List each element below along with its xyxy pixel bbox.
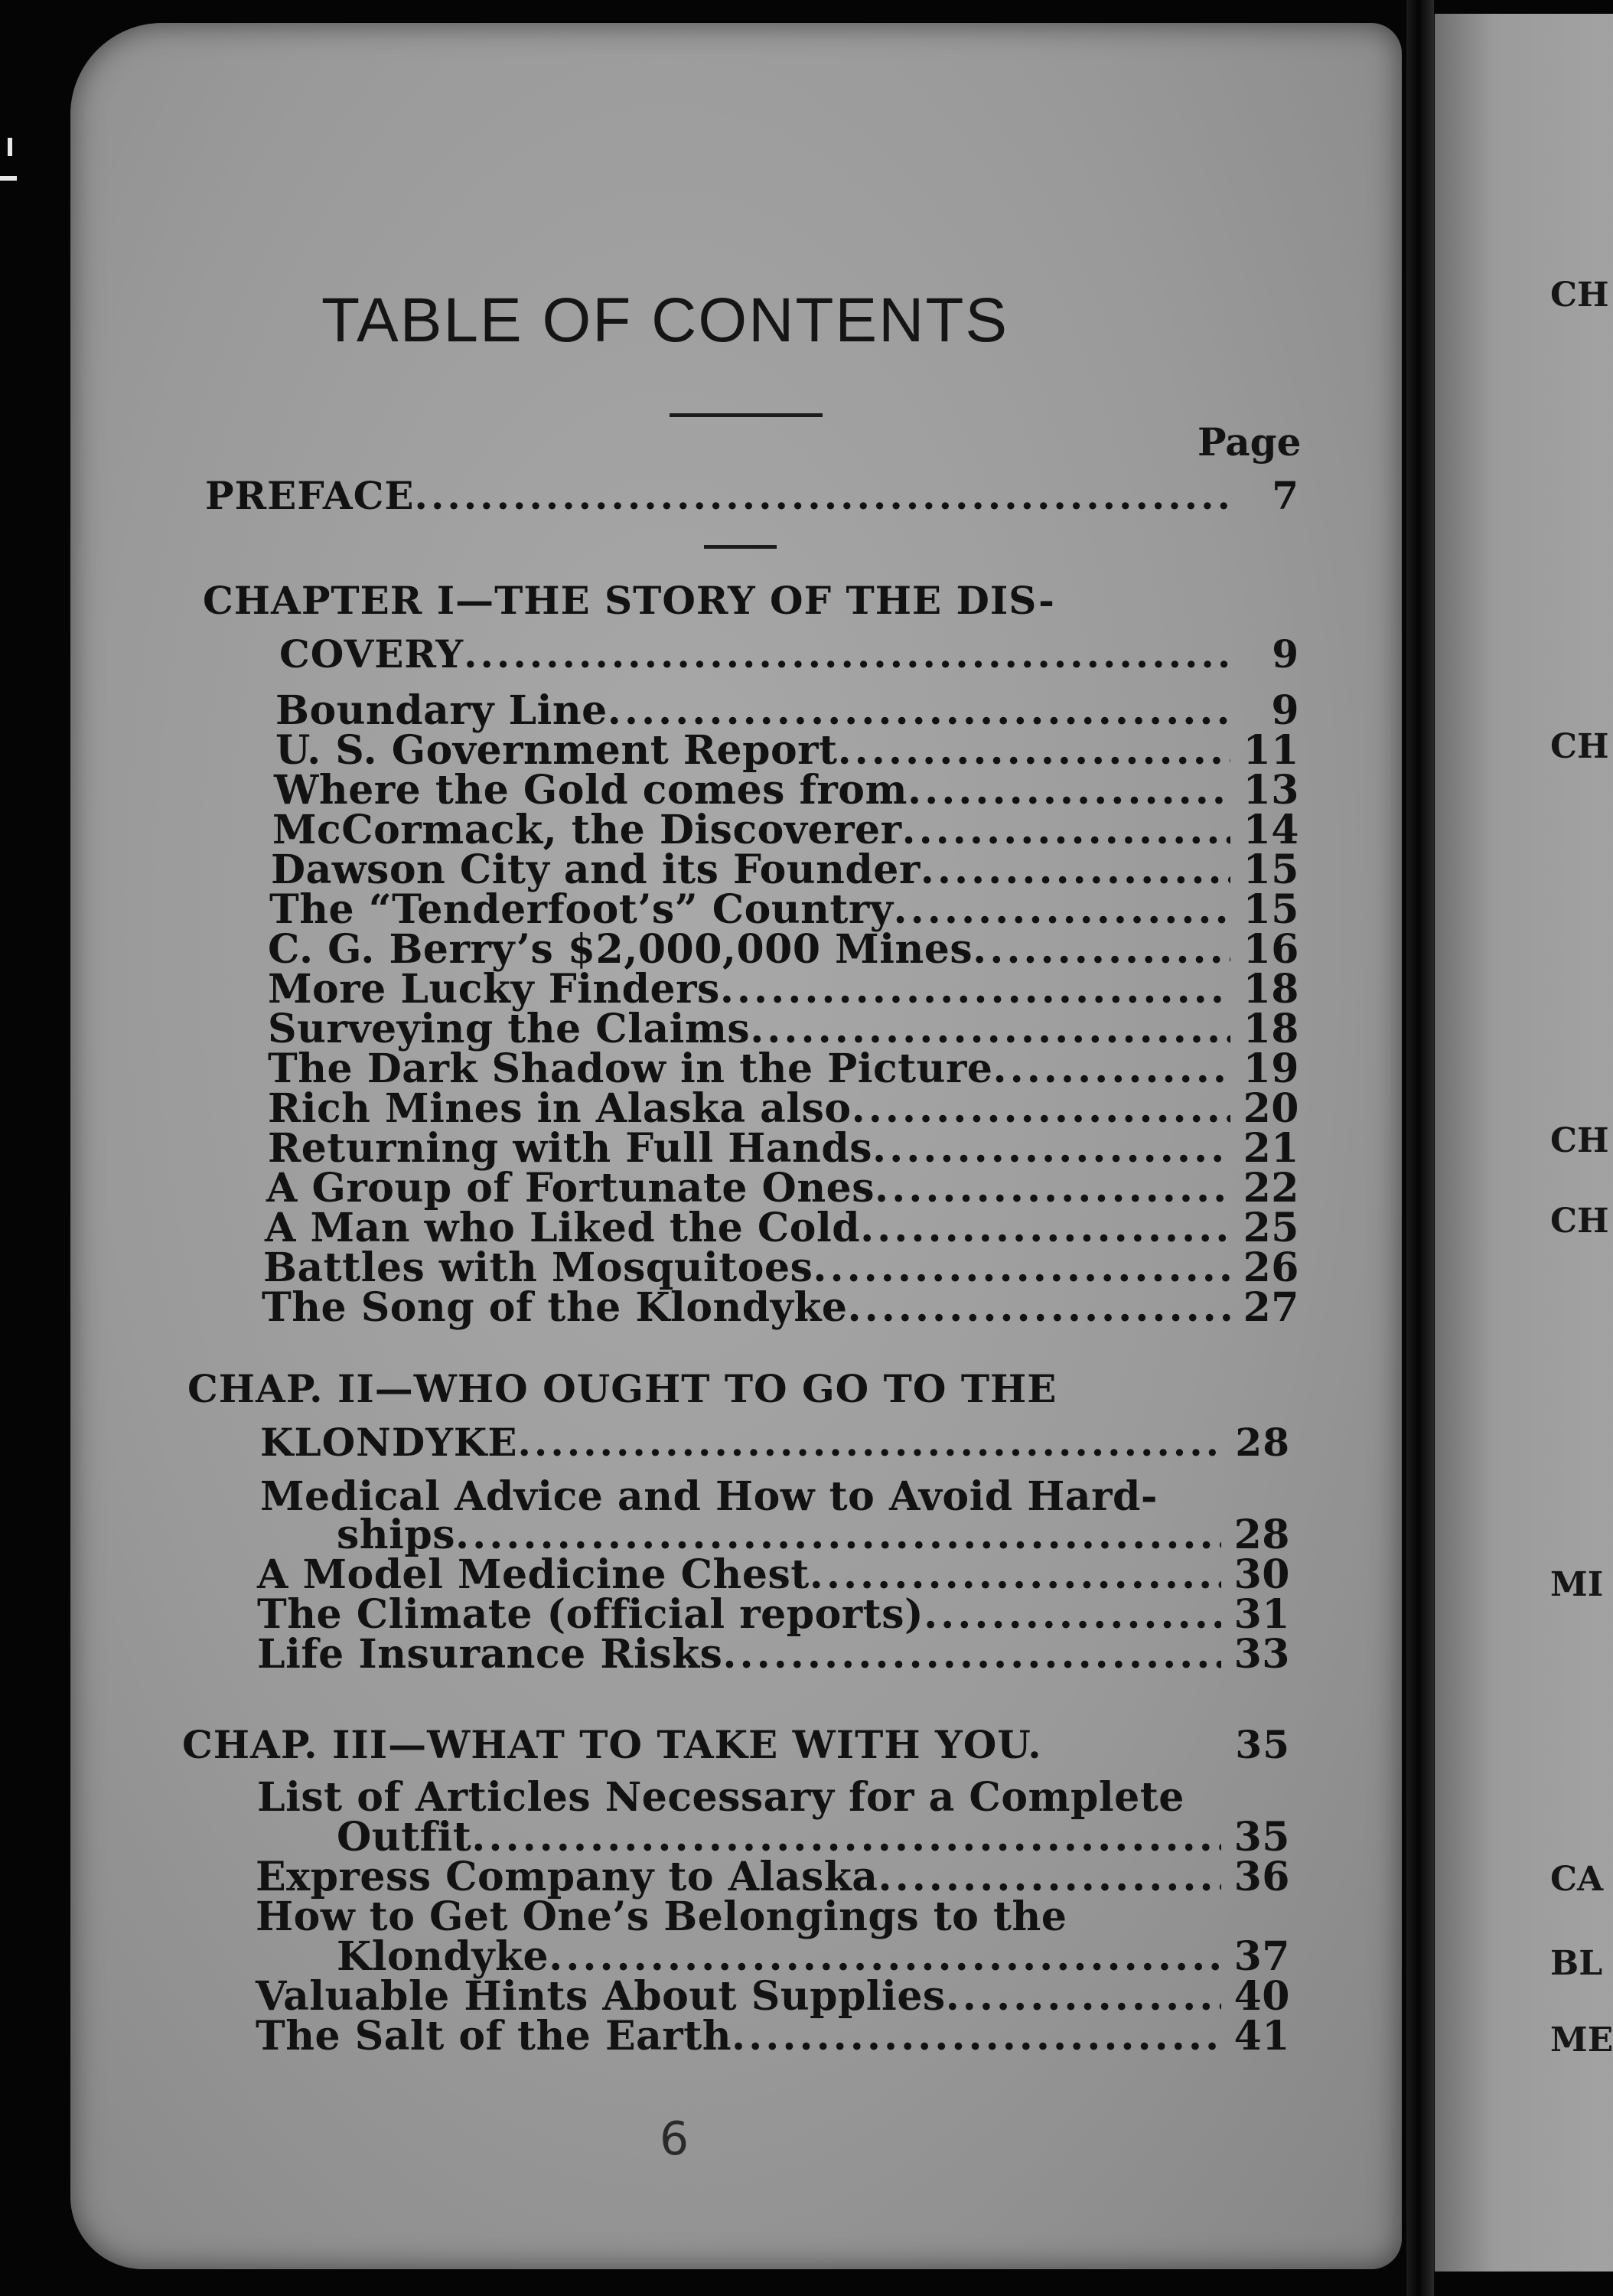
entry-label: Dawson City and its Founder <box>271 846 921 893</box>
entry-page: 18 <box>1243 966 1299 1013</box>
entry-label: CHAP. III—WHAT TO TAKE WITH YOU. <box>182 1722 1042 1767</box>
page-title: TABLE OF CONTENTS <box>321 285 1009 355</box>
entry-page: 11 <box>1243 727 1299 774</box>
book-gutter <box>1406 0 1434 2296</box>
facing-page-fragment: CH <box>1550 276 1609 315</box>
entry-page: 36 <box>1233 1854 1290 1900</box>
entry-page: 15 <box>1243 886 1299 933</box>
toc-entry-label-wrapped: List of Articles Necessary for a Complete <box>257 1774 1184 1821</box>
entry-label: ships <box>337 1512 455 1558</box>
entry-label: C. G. Berry’s $2,000,000 Mines <box>268 926 973 973</box>
entry-label: PREFACE <box>205 473 415 518</box>
page-column-heading: Page <box>1198 419 1302 465</box>
entry-label: The Climate (official reports) <box>257 1591 924 1638</box>
entry-label: Rich Mines in Alaska also <box>268 1085 852 1132</box>
facing-page-fragment: BL <box>1550 1944 1603 1983</box>
entry-page: 18 <box>1243 1006 1299 1052</box>
page-number: 6 <box>660 2112 689 2166</box>
entry-label: A Model Medicine Chest <box>257 1551 810 1598</box>
title-rule <box>670 413 823 417</box>
entry-page: 19 <box>1243 1045 1299 1092</box>
toc-entry <box>256 2013 1290 2060</box>
toc-entry-chapter <box>260 1420 1290 1465</box>
entry-page: 26 <box>1243 1244 1299 1291</box>
entry-page: 28 <box>1233 1512 1290 1558</box>
leader-dots <box>464 631 1230 677</box>
leader-dots <box>415 473 1230 518</box>
entry-page: 14 <box>1243 807 1299 853</box>
entry-page: 37 <box>1233 1933 1290 1980</box>
entry-label: KLONDYKE <box>260 1420 518 1465</box>
entry-page: 31 <box>1233 1591 1290 1638</box>
entry-page: 9 <box>1272 631 1299 677</box>
toc-entry-label-wrapped: Medical Advice and How to Avoid Hard- <box>260 1473 1158 1520</box>
entry-label: Express Company to Alaska <box>256 1854 878 1900</box>
section-rule <box>704 545 777 549</box>
entry-label: Valuable Hints About Supplies <box>256 1973 946 2020</box>
entry-page: 41 <box>1233 2013 1290 2060</box>
entry-label: The Salt of the Earth <box>256 2013 732 2060</box>
chapter-heading: CHAP. II—WHO OUGHT TO GO TO THE <box>187 1366 1057 1411</box>
entry-label: A Group of Fortunate Ones <box>266 1165 875 1212</box>
entry-page: 20 <box>1243 1085 1299 1132</box>
chapter-heading: CHAPTER I—THE STORY OF THE DIS- <box>203 578 1055 623</box>
entry-page: 16 <box>1243 926 1299 973</box>
entry-label: The Dark Shadow in the Picture <box>268 1045 993 1092</box>
entry-page: 9 <box>1271 687 1299 734</box>
leader-dots <box>518 1420 1222 1465</box>
facing-page-fragment: CH <box>1550 1202 1609 1241</box>
entry-page: 40 <box>1233 1973 1290 2020</box>
entry-label: Klondyke <box>337 1933 549 1980</box>
leader-dots <box>722 1631 1221 1678</box>
toc-entry <box>257 1631 1290 1678</box>
toc-entry-chapter <box>182 1722 1290 1767</box>
edge-speck <box>8 138 12 156</box>
entry-page: 35 <box>1233 1814 1290 1861</box>
entry-page: 7 <box>1272 473 1299 518</box>
entry-page: 27 <box>1243 1284 1299 1331</box>
entry-label: Life Insurance Risks <box>257 1631 723 1678</box>
entry-label: Surveying the Claims <box>268 1006 751 1052</box>
entry-page: 22 <box>1243 1165 1299 1212</box>
entry-label: More Lucky Finders <box>268 966 720 1013</box>
entry-label: Returning with Full Hands <box>268 1125 872 1172</box>
entry-label: Battles with Mosquitoes <box>263 1244 813 1291</box>
leader-dots <box>732 2013 1221 2060</box>
toc-entry-chapter <box>279 631 1299 677</box>
entry-page: 25 <box>1243 1205 1299 1251</box>
edge-speck <box>0 176 17 181</box>
entry-label: The “Tenderfoot’s” Country <box>269 886 894 933</box>
entry-label: U. S. Government Report <box>275 727 838 774</box>
entry-label: Outfit <box>337 1814 472 1861</box>
entry-page: 21 <box>1243 1125 1299 1172</box>
leader-dots <box>848 1284 1231 1331</box>
entry-label: Boundary Line <box>275 687 608 734</box>
entry-label: COVERY <box>279 631 464 677</box>
toc-entry-preface <box>205 473 1299 518</box>
entry-label: Where the Gold comes from <box>274 767 908 814</box>
facing-page-fragment: CA <box>1550 1860 1604 1899</box>
entry-page: 35 <box>1235 1722 1290 1767</box>
facing-page-fragment: CH <box>1550 727 1609 766</box>
entry-label: The Song of the Klondyke <box>262 1284 848 1331</box>
entry-label: A Man who Liked the Cold <box>265 1205 861 1251</box>
entry-page: 30 <box>1233 1551 1290 1598</box>
entry-page: 28 <box>1235 1420 1290 1465</box>
facing-page-fragment: MI <box>1550 1565 1604 1604</box>
entry-page: 15 <box>1243 846 1299 893</box>
toc-entry-label-wrapped: How to Get One’s Belongings to the <box>256 1893 1067 1940</box>
entry-page: 33 <box>1233 1631 1290 1678</box>
facing-page-fragment: CH <box>1550 1121 1609 1160</box>
entry-label: McCormack, the Discoverer <box>272 807 902 853</box>
facing-page-fragment: ME <box>1550 2020 1613 2060</box>
toc-entry <box>262 1284 1299 1331</box>
entry-page: 13 <box>1243 767 1299 814</box>
